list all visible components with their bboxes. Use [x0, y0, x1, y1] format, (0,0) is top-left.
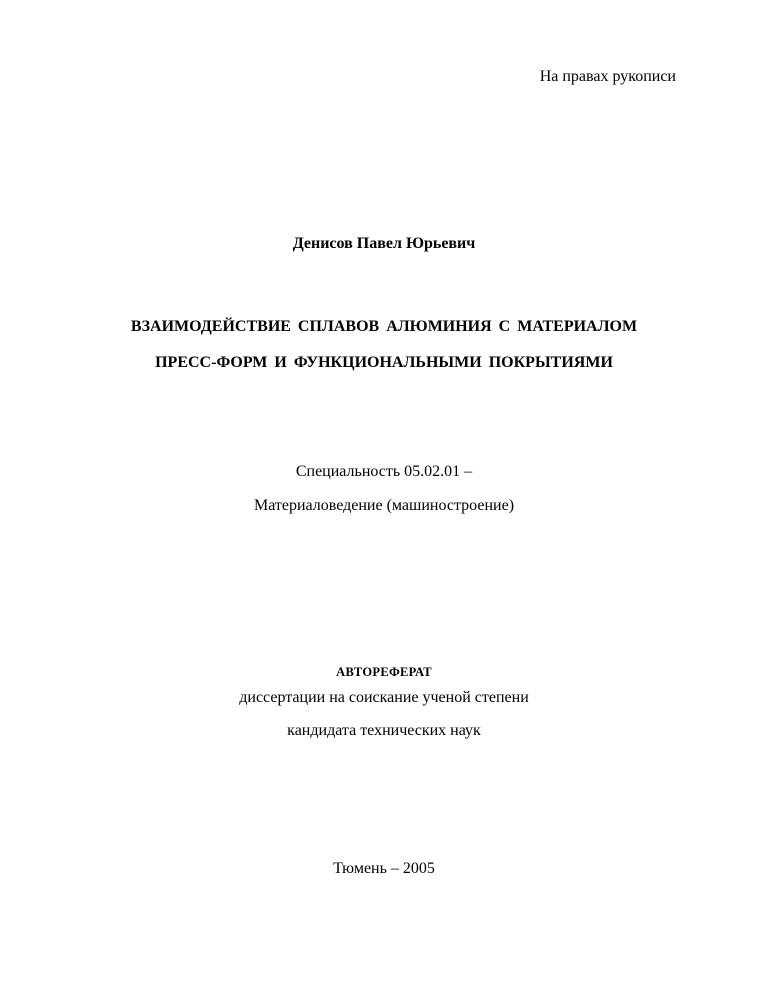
city-year: Тюмень – 2005 [333, 860, 435, 877]
abstract-degree: кандидата технических наук [287, 722, 481, 739]
title-line-2: ПРЕСС-ФОРМ И ФУНКЦИОНАЛЬНЫМИ ПОКРЫТИЯМИ [155, 354, 613, 371]
title-line-1: ВЗАИМОДЕЙСТВИЕ СПЛАВОВ АЛЮМИНИЯ С МАТЕРИАЛОМ [130, 318, 638, 335]
author-name: Денисов Павел Юрьевич [292, 235, 476, 252]
abstract-purpose: диссертации на соискание ученой степени [239, 689, 529, 706]
specialty-code: Специальность 05.02.01 – [295, 463, 473, 480]
rights-note: На правах рукописи [539, 68, 676, 85]
abstract-heading: АВТОРЕФЕРАТ [336, 665, 432, 679]
specialty-name: Материаловедение (машиностроение) [253, 497, 515, 514]
